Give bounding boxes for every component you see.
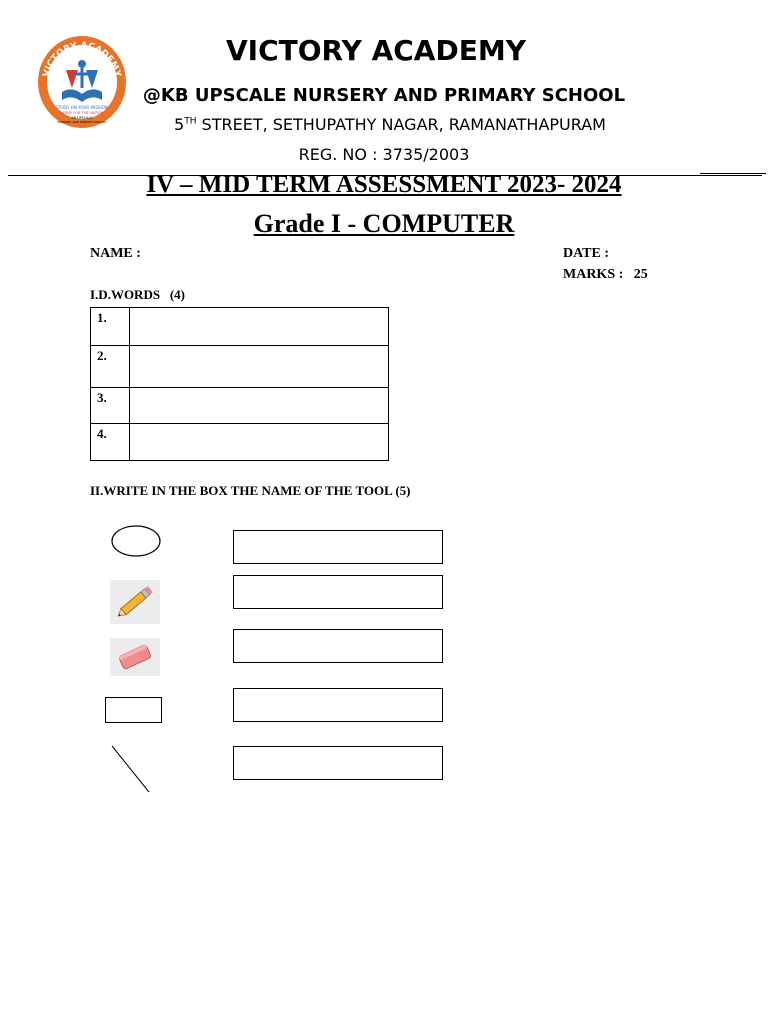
row-number: 3. xyxy=(91,388,130,424)
marks-value: 25 xyxy=(633,267,648,282)
name-label: NAME : xyxy=(90,246,141,261)
school-subname: @KB UPSCALE NURSERY AND PRIMARY SCHOOL xyxy=(142,85,626,106)
answer-cell[interactable] xyxy=(130,308,389,346)
table-row xyxy=(91,388,389,424)
tool-answer-box[interactable] xyxy=(233,530,443,564)
answer-cell[interactable] xyxy=(130,388,389,424)
exam-title: IV – MID TERM ASSESSMENT 2023- 2024 xyxy=(146,171,622,198)
marks-row xyxy=(563,267,648,283)
answer-cell[interactable] xyxy=(130,346,389,388)
logo-line4: NURSERY AND PRIMARY SCHOOL xyxy=(57,120,107,124)
logo-tagline2: SERVE FOR THE NATION xyxy=(60,111,104,115)
table-row xyxy=(91,346,389,388)
pencil-icon xyxy=(110,580,160,624)
exam-grade: Grade I - COMPUTER xyxy=(253,209,515,238)
section2-heading: II.WRITE IN THE BOX THE NAME OF THE TOOL (5) xyxy=(90,483,411,498)
eraser-icon xyxy=(110,638,160,676)
row-number: 4. xyxy=(91,424,130,461)
registration-number: REG. NO : 3735/2003 xyxy=(298,145,470,164)
school-address xyxy=(6,115,768,134)
logo-ring-text: VICTORY ACADEMY xyxy=(41,40,123,79)
ellipse-icon xyxy=(108,522,164,565)
row-number: 1. xyxy=(91,308,130,346)
date-label: DATE : xyxy=(563,246,610,261)
school-name: VICTORY ACADEMY xyxy=(226,34,526,67)
tool-answer-box[interactable] xyxy=(233,746,443,780)
tool-answer-box[interactable] xyxy=(233,688,443,722)
address-number: 5 xyxy=(174,115,185,134)
marks-label: MARKS : xyxy=(563,267,624,282)
address-street: STREET, SETHUPATHY NAGAR, RAMANATHAPURAM xyxy=(196,115,606,134)
tool-answer-box[interactable] xyxy=(233,629,443,663)
line-icon xyxy=(110,744,152,799)
rectangle-icon xyxy=(105,697,162,723)
id-words-table xyxy=(90,307,389,461)
row-number: 2. xyxy=(91,346,130,388)
tool-answer-box[interactable] xyxy=(233,575,443,609)
logo-line3: KB UPSCALE xyxy=(71,116,93,120)
section1-heading: I.D.WORDS (4) xyxy=(90,287,185,302)
answer-cell[interactable] xyxy=(130,424,389,461)
table-row xyxy=(91,424,389,461)
table-row xyxy=(91,308,389,346)
address-ordinal: TH xyxy=(184,116,197,127)
logo-tagline1: STUDY ON YOUR PASSION xyxy=(56,105,108,110)
